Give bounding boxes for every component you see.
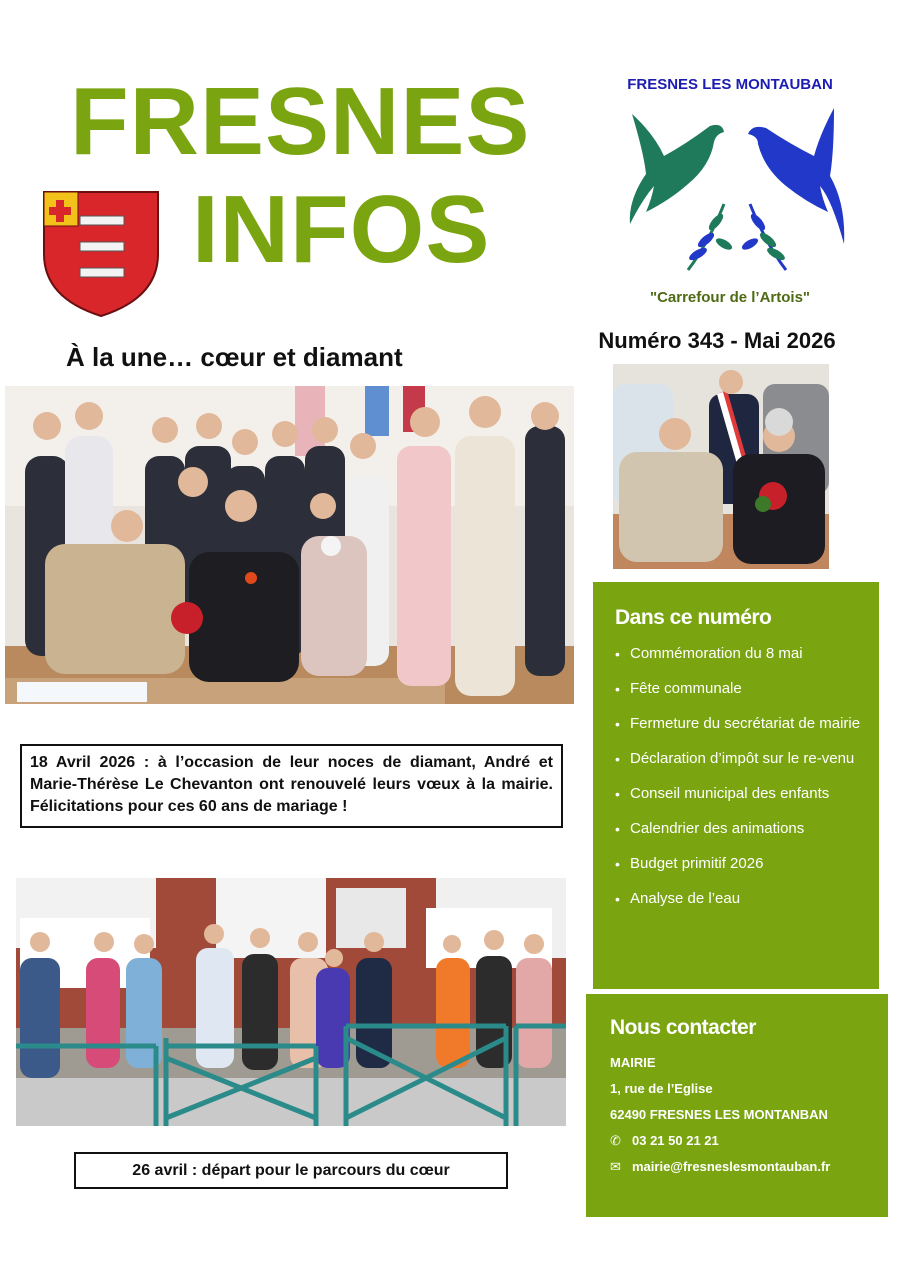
toc-item: • Analyse de l’eau [615, 889, 861, 909]
in-this-issue-title: Dans ce numéro [615, 606, 772, 629]
photo-caption-anniversary: 18 Avril 2026 : à l’occasion de leur noces de diamant, André et Marie-Thérèse Le Chevanton ont renouvelé leurs vœux à la mairie. Félicitations pour ces 60 ans de mariage ! [20, 744, 563, 828]
masthead-title-infos: INFOS [192, 176, 491, 283]
toc-item: • Déclaration d’impôt sur le re-venu [615, 749, 861, 769]
toc-item: • Fermeture du secrétariat de mairie [615, 714, 861, 734]
couple-photo [613, 364, 829, 569]
phone-icon: ✆ [610, 1133, 621, 1148]
town-name: FRESNES LES MONTAUBAN [627, 76, 833, 93]
in-this-issue-panel [593, 582, 879, 989]
envelope-icon: ✉ [610, 1159, 621, 1174]
issue-number: Numéro 343 - Mai 2026 [598, 328, 836, 353]
toc-item: • Conseil municipal des enfants [615, 784, 861, 804]
family-group-photo [5, 386, 574, 704]
toc-item: • Commémoration du 8 mai [615, 644, 861, 664]
contact-phone[interactable]: 03 21 50 21 21 [632, 1133, 719, 1148]
contact-title: Nous contacter [610, 1016, 756, 1039]
parcours-du-coeur-photo [16, 878, 566, 1126]
front-page-headline: À la une… cœur et diamant [66, 342, 403, 372]
photo-caption-parcours: 26 avril : départ pour le parcours du cœur [74, 1152, 508, 1189]
town-motto: "Carrefour de l’Artois" [649, 289, 811, 306]
contact-city: 62490 FRESNES LES MONTANBAN [610, 1107, 828, 1122]
toc-item: • Calendrier des animations [615, 819, 861, 839]
in-this-issue-list [615, 644, 861, 909]
contact-email[interactable]: mairie@fresneslesmontauban.fr [632, 1159, 831, 1174]
contact-email-row [610, 1158, 870, 1175]
masthead-title-fresnes: FRESNES [70, 68, 531, 175]
doves-logo [624, 104, 850, 280]
contact-name: MAIRIE [610, 1055, 656, 1070]
contact-panel [586, 994, 888, 1217]
coat-of-arms-logo [42, 190, 160, 318]
toc-item: • Budget primitif 2026 [615, 854, 861, 874]
contact-phone-row [610, 1132, 870, 1149]
contact-street: 1, rue de l’Eglise [610, 1081, 713, 1096]
toc-item: • Fête communale [615, 679, 861, 699]
